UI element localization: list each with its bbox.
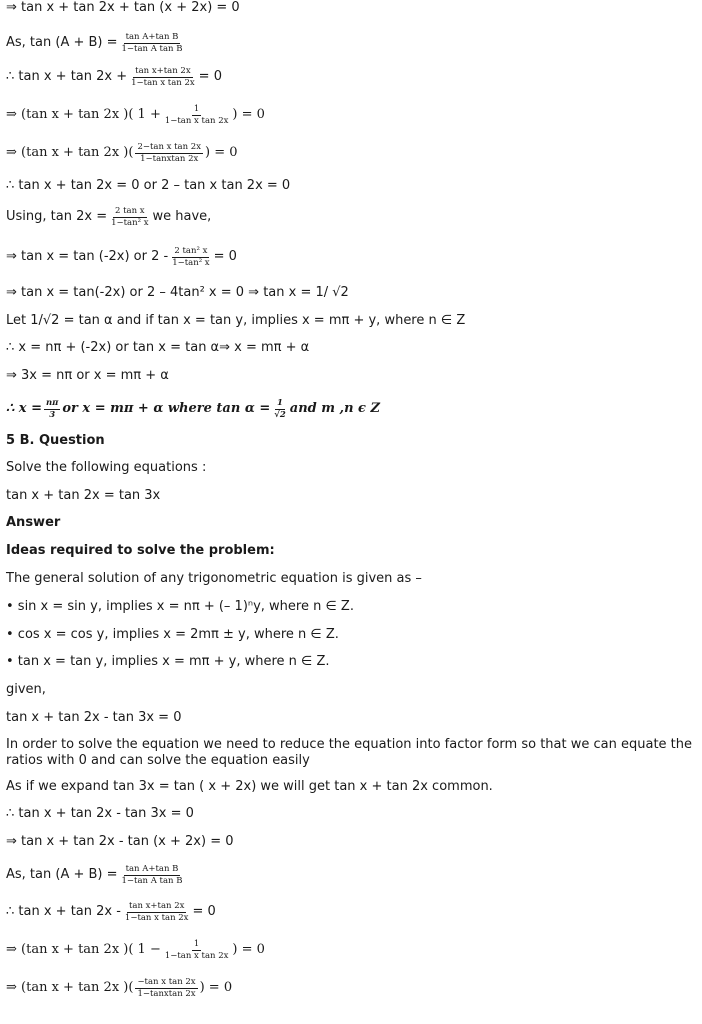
step-text: ⇒ (tan x + tan 2x )( <box>6 145 134 160</box>
step-line-7: Using, tan 2x = $\frac{\text{2 tan x}}{\text{1−tan² x}}$ we have, <box>6 205 212 228</box>
fraction: $\frac{\text{tan A+tan B}}{\text{1−tan A tan B}}$ <box>121 31 183 54</box>
bullet-tan: • tan x = tan y, implies x = mπ + y, where n ∈ Z. <box>6 654 330 669</box>
question-equation: tan x + tan 2x = tan 3x <box>6 488 161 503</box>
expansion-note: As if we expand tan 3x = tan ( x + 2x) we will get tan x + tan 2x common. <box>6 779 493 794</box>
step-line-4: ⇒ (tan x + tan 2x )( 1 + $\frac{1}{\text{1−tan x tan 2x}}$ ) = 0 <box>6 103 265 126</box>
step-text: ⇒ (tan x + tan 2x )( 1 + <box>6 107 161 122</box>
question-title: 5 B. Question <box>6 433 105 448</box>
fraction: $\frac{\text{2 tan x}}{\text{1−tan² x}}$ <box>111 205 149 228</box>
step-text: ∴ x = nπ + (-2x) or tan x = tan α⇒ x = mπ + α <box>6 340 310 355</box>
fraction: $\frac{n\pi}{3}$ <box>45 397 59 420</box>
step-line-11 <box>6 340 696 356</box>
fraction: $\frac{1}{√2}$ <box>274 397 286 420</box>
given-equation: tan x + tan 2x - tan 3x = 0 <box>6 710 182 725</box>
question-text: Solve the following equations : <box>6 460 207 475</box>
ideas-heading: Ideas required to solve the problem: <box>6 543 275 558</box>
step-line-9 <box>6 285 696 301</box>
step-r6: ⇒ (tan x + tan 2x )( $\frac{\text{−tan x tan 2x}}{\text{1−tanxtan 2x}}$ ) = 0 <box>6 976 233 999</box>
bullet-cos: • cos x = cos y, implies x = 2mπ ± y, where n ∈ Z. <box>6 627 339 642</box>
answer-heading: Answer <box>6 515 61 530</box>
step-line-3: ∴ tan x + tan 2x + $\frac{\text{tan x+tan 2x}}{\text{1−tan x tan 2x}}$ = 0 <box>6 65 222 88</box>
step-text: ∴ tan x + tan 2x = 0 or 2 – tan x tan 2x = 0 <box>6 178 291 193</box>
step-text: ∴ tan x + tan 2x + <box>6 69 128 84</box>
fraction: $\frac{\text{−tan x tan 2x}}{\text{1−tanxtan 2x}}$ <box>137 976 196 999</box>
step-text: ⇒ tan x + tan 2x + tan (x + 2x) = 0 <box>6 0 240 15</box>
explanation-paragraph: In order to solve the equation we need to reduce the equation into factor form so that we can equate the ratios with 0 and can solve the equation easily <box>6 737 693 768</box>
step-r5: ⇒ (tan x + tan 2x )( 1 − $\frac{1}{\text{1−tan x tan 2x}}$ ) = 0 <box>6 938 265 961</box>
step-r4: ∴ tan x + tan 2x - $\frac{\text{tan x+tan 2x}}{\text{1−tan x tan 2x}}$ = 0 <box>6 900 216 923</box>
step-line-10 <box>6 313 696 329</box>
bullet-sin: • sin x = sin y, implies x = nπ + (– 1)ⁿy, where n ∈ Z. <box>6 599 354 614</box>
fraction: $\frac{\text{2−tan x tan 2x}}{\text{1−tanxtan 2x}}$ <box>137 141 201 164</box>
step-r3: As, tan (A + B) = $\frac{\text{tan A+tan B}}{\text{1−tan A tan B}}$ <box>6 863 183 886</box>
fraction: $\frac{1}{\text{1−tan x tan 2x}}$ <box>164 103 229 126</box>
given-label: given, <box>6 682 46 697</box>
fraction: $\frac{\text{tan x+tan 2x}}{\text{1−tan x tan 2x}}$ <box>131 65 195 88</box>
step-line-5: ⇒ (tan x + tan 2x )( $\frac{\text{2−tan x tan 2x}}{\text{1−tanxtan 2x}}$ ) = 0 <box>6 141 238 164</box>
fraction: $\frac{\text{2 tan² x}}{\text{1−tan² x}}$ <box>172 245 210 268</box>
step-text: Let 1/√2 = tan α and if tan x = tan y, implies x = mπ + y, where n ∈ Z <box>6 313 466 328</box>
step-line-1 <box>6 0 696 16</box>
fraction: $\frac{\text{tan A+tan B}}{\text{1−tan A tan B}}$ <box>121 863 183 886</box>
step-text: ⇒ tan x = tan(-2x) or 2 – 4tan² x = 0 ⇒ tan x = 1/ √2 <box>6 285 349 300</box>
general-solution-text: The general solution of any trigonometric equation is given as – <box>6 571 422 586</box>
step-text: ⇒ tan x = tan (-2x) or 2 - <box>6 249 169 264</box>
fraction: $\frac{1}{\text{1−tan x tan 2x}}$ <box>164 938 229 961</box>
step-line-6 <box>6 178 696 194</box>
step-r2: ⇒ tan x + tan 2x - tan (x + 2x) = 0 <box>6 834 234 849</box>
step-line-8: ⇒ tan x = tan (-2x) or 2 - $\frac{\text{2 tan² x}}{\text{1−tan² x}}$ = 0 <box>6 245 237 268</box>
fraction: $\frac{\text{tan x+tan 2x}}{\text{1−tan x tan 2x}}$ <box>124 900 189 923</box>
step-line-13: ∴ x = $\frac{n\pi}{3}$ or x = mπ + α where tan α = $\frac{1}{√2}$ and m ,n ϵ Z <box>6 397 380 420</box>
step-text: ∴ x = <box>6 401 42 416</box>
step-line-2 <box>6 32 696 54</box>
step-r1: ∴ tan x + tan 2x - tan 3x = 0 <box>6 806 194 821</box>
step-text: Using, tan 2x = <box>6 209 108 224</box>
step-line-12 <box>6 368 696 384</box>
step-text: ⇒ 3x = nπ or x = mπ + α <box>6 368 169 383</box>
step-text: As, tan (A + B) = <box>6 35 118 50</box>
